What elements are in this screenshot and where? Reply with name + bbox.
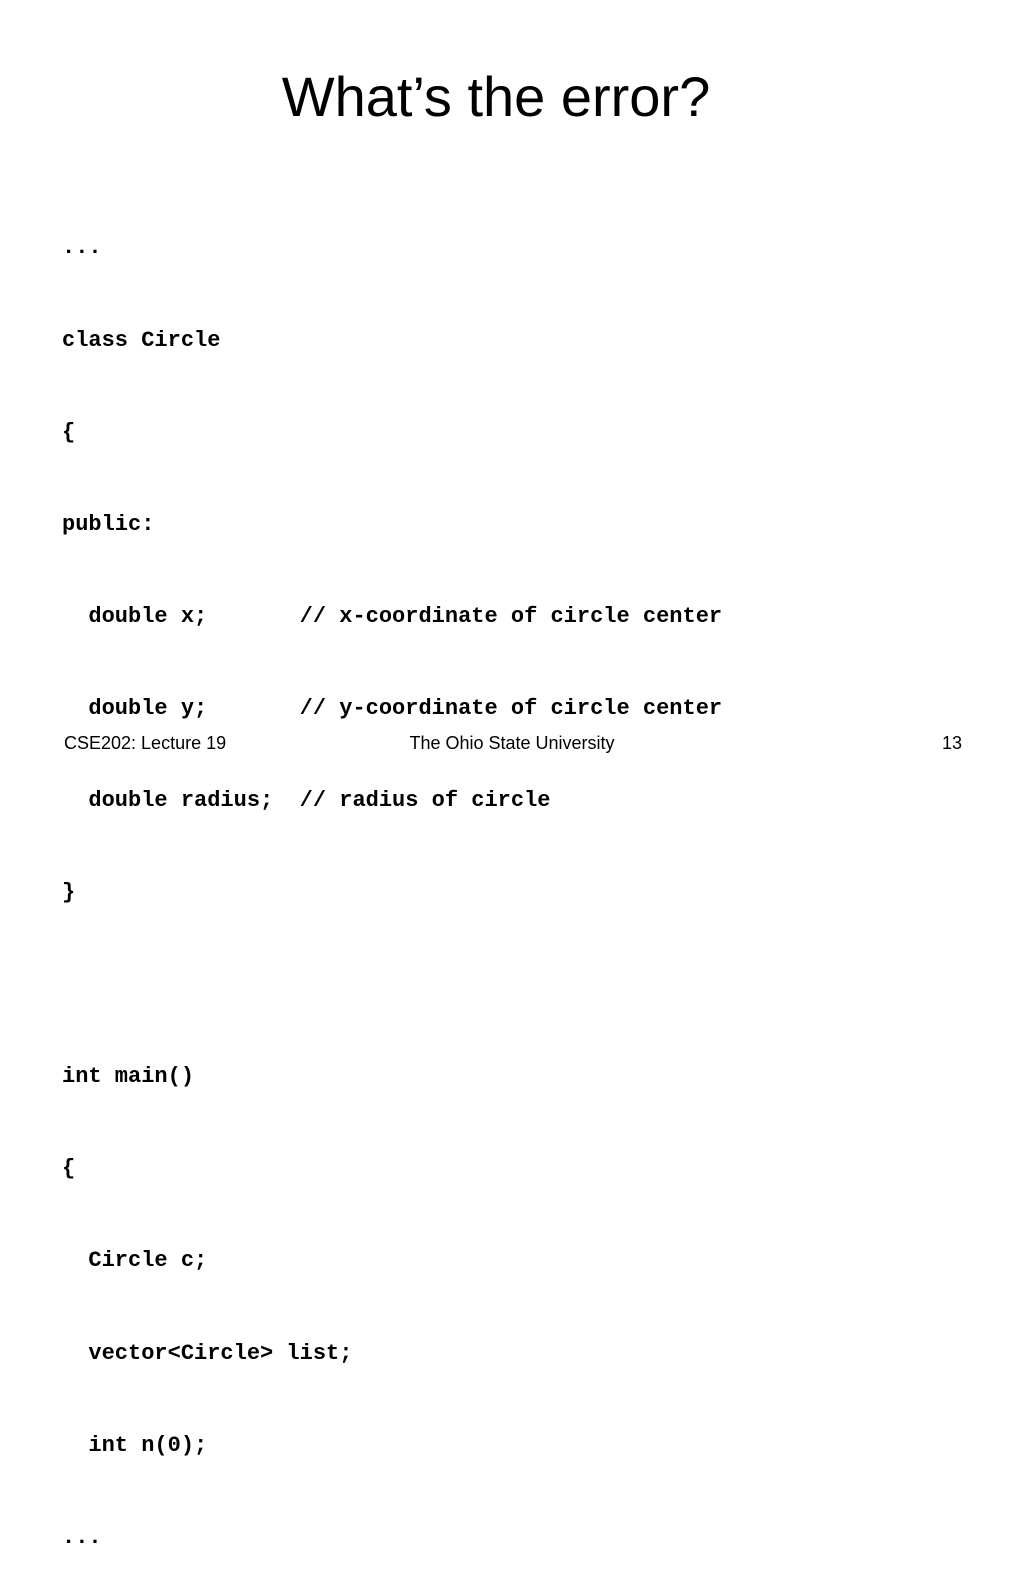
footer-page-number: 13 <box>941 733 962 753</box>
code-line: ... <box>62 1524 102 1550</box>
code-block <box>62 172 722 1584</box>
code-line: double y; // y-coordinate of circle center <box>62 695 723 721</box>
code-line: { <box>62 1156 76 1182</box>
code-line: public: <box>62 511 155 537</box>
code-line: } <box>62 880 76 906</box>
code-line: Circle c; <box>62 1248 208 1274</box>
code-line: ... <box>62 235 102 261</box>
code-line: { <box>62 419 76 445</box>
code-line: int n(0); <box>62 1432 208 1458</box>
code-line: double x; // x-coordinate of circle center <box>62 603 723 629</box>
footer-course-label: CSE202: Lecture 19 <box>64 733 227 753</box>
code-line <box>62 970 722 1001</box>
footer-university: The Ohio State University <box>409 733 615 753</box>
slide-title: What’s the error? <box>281 65 711 128</box>
code-line: double radius; // radius of circle <box>62 787 551 813</box>
code-line: vector<Circle> list; <box>62 1340 353 1366</box>
code-line: class Circle <box>62 327 221 353</box>
code-line: int main() <box>62 1064 195 1090</box>
